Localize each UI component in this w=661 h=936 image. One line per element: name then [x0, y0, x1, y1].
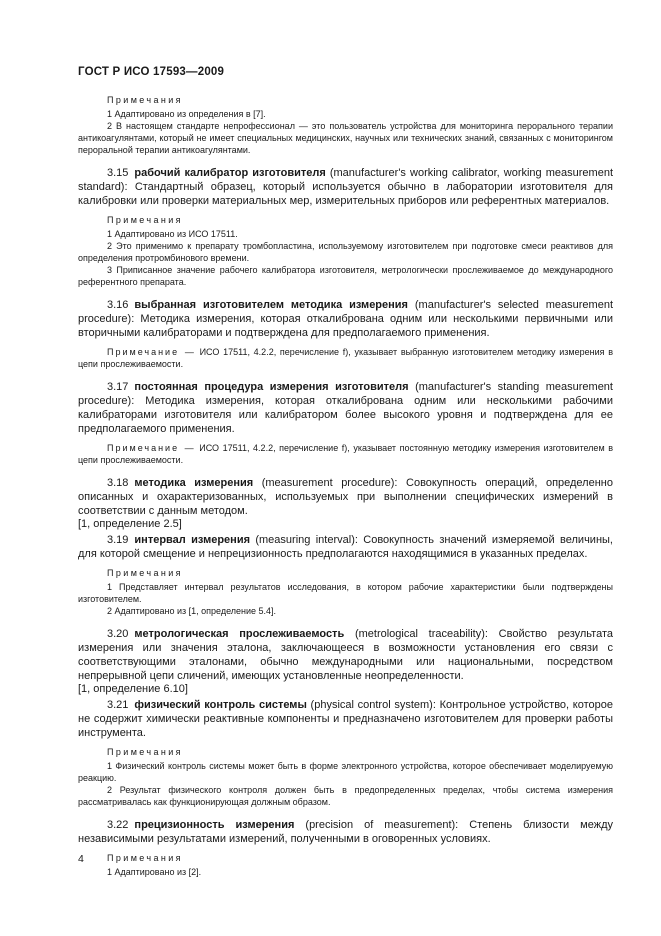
note: Примечание — ИСО 17511, 4.2.2, перечисление f), указывает выбранную изготовителем методику измерения в цепи прослеживаемости. — [78, 347, 613, 369]
term-entry-3-18: 3.18 методика измерения (measurement procedure): Совокупность операций, определенно описанных и охарактеризованных, используемых при выполнении специфических измерений в соответствии с данным методом. — [78, 477, 613, 517]
page-header: ГОСТ Р ИСО 17593—2009 — [78, 66, 225, 78]
notes-title: Примечания — [107, 568, 183, 578]
term-name: рабочий калибратор изготовителя — [134, 167, 326, 179]
term-name: физический контроль системы — [134, 699, 307, 711]
term-name: постоянная процедура измерения изготовителя — [134, 381, 409, 393]
term-name: интервал измерения — [134, 534, 250, 546]
note: 2 Адаптировано из [1, определение 5.4]. — [107, 606, 277, 616]
page-number: 4 — [78, 853, 84, 865]
term-name: прецизионность измерения — [134, 819, 295, 831]
notes-title: Примечания — [107, 95, 183, 105]
note: 1 Адаптировано из ИСО 17511. — [107, 229, 238, 239]
term-entry-3-20: 3.20 метрологическая прослеживаемость (metrological traceability): Свойство результата измерения или значения эталона, заключающееся в возможности установления его связи с соответствующими эталонами, обычно международными или национальными, посредством непрерывной цепи сличений, имеющих установленные неопределенности. — [78, 628, 613, 682]
note: Примечание — ИСО 17511, 4.2.2, перечисление f), указывает постоянную методику измерения изготовителем в цепи прослеживаемости. — [78, 443, 613, 465]
term-entry-3-22: 3.22 прецизионность измерения (precision of measurement): Степень близости между независимыми результатами измерений, полученными в оговоренных условиях. — [78, 819, 614, 845]
note: 1 Адаптировано из определения в [7]. — [107, 109, 266, 119]
page-content — [78, 94, 613, 878]
term-name: выбранная изготовителем методика измерения — [134, 299, 408, 311]
note: 1 Физический контроль системы может быть в форме электронного устройства, которое обеспечивает моделируемую реакцию. — [78, 761, 613, 783]
reference: [1, определение 6.10] — [78, 683, 188, 695]
term-entry-3-21: 3.21 физический контроль системы (physical control system): Контрольное устройство, которое не содержит химически реактивные компоненты и предназначено изготовителем для проверки работы инструмента. — [78, 699, 613, 739]
note: 1 Представляет интервал результатов исследования, в котором рабочие характеристики были подтверждены изготовителем. — [78, 582, 613, 604]
term-entry-3-16: 3.16 выбранная изготовителем методика измерения (manufacturer's selected measurement procedure): Методика измерения, которая откалибрована одним или несколькими первичными или вторичными калибраторами и подтверждена для предполагаемого применения. — [78, 299, 613, 339]
note: 3 Приписанное значение рабочего калибратора изготовителя, метрологически прослеживаемое до международного референтного препарата. — [78, 265, 613, 287]
note: 2 В настоящем стандарте непрофессионал — это пользователь устройства для мониторинга перорального терапии антикоагулянтами, который не имеет специальных медицинских, научных или технических знаний, связанных с мониторингом пероральной терапии антикоагулянтами. — [78, 121, 613, 155]
reference: [1, определение 2.5] — [78, 518, 182, 530]
notes-title: Примечания — [107, 215, 183, 225]
term-entry-3-19: 3.19 интервал измерения (measuring interval): Совокупность значений измеряемой величины, для которой смещение и непрецизионность предполагаются находящимися в указанных пределах. — [78, 534, 613, 560]
note: 1 Адаптировано из [2]. — [107, 867, 202, 877]
term-name: методика измерения — [134, 477, 254, 489]
term-name: метрологическая прослеживаемость — [134, 628, 345, 640]
note: 2 Результат физического контроля должен быть в предопределенных пределах, чтобы система измерения рассматривалась как функционирующая должным образом. — [78, 785, 613, 807]
notes-title: Примечания — [107, 853, 183, 863]
term-entry-3-15: 3.15 рабочий калибратор изготовителя (manufacturer's working calibrator, working measurement standard): Стандартный образец, который используется обычно в лаборатории изготовителя для калибровки или проверки материальных мер, измерительных приборов или референтных материалов. — [78, 167, 614, 207]
note: 2 Это применимо к препарату тромбопластина, используемому изготовителем при подготовке смеси реактивов для определения протромбинового времени. — [78, 241, 613, 263]
notes-title: Примечания — [107, 747, 183, 757]
term-entry-3-17: 3.17 постоянная процедура измерения изготовителя (manufacturer's standing measurement procedure): Методика измерения, которая откалибрована одним или несколькими рабочими калибраторами изготовителя или калибратором более высокого уровня и подтверждена для ее предполагаемого применения. — [78, 381, 613, 435]
